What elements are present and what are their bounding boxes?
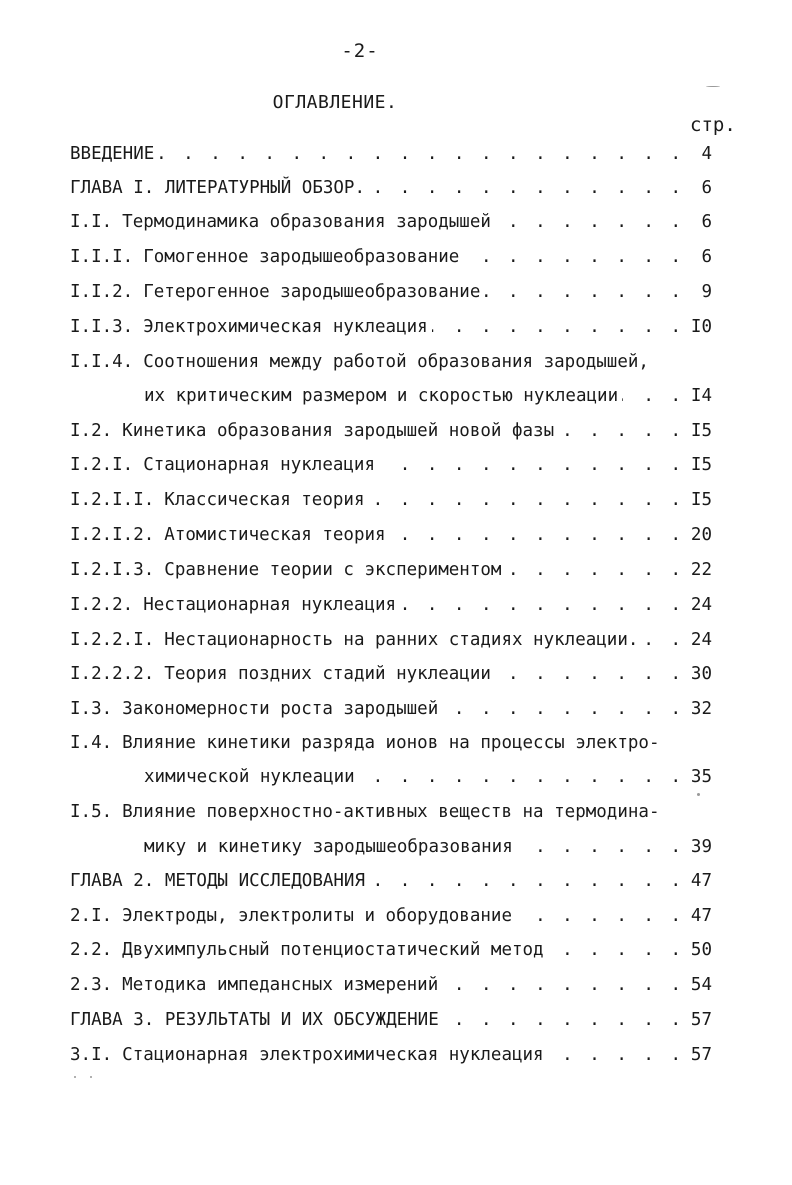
dot-leader (484, 282, 684, 302)
entry-title: Гетерогенное зародышеобразование (143, 282, 481, 302)
toc-entry (70, 975, 712, 1001)
entry-page: 24 (690, 630, 712, 650)
entry-page: I4 (690, 386, 712, 406)
toc-entry (70, 212, 712, 238)
entry-page: 6 (701, 247, 712, 267)
dot-leader (622, 386, 684, 406)
entry-number: I.I.2. (70, 282, 134, 302)
toc-entry (70, 144, 712, 170)
entry-page: 57 (690, 1045, 712, 1065)
dot-leader (390, 525, 684, 545)
entry-title: Электрохимическая нуклеация (143, 317, 428, 337)
toc-entry (70, 178, 712, 204)
entry-number: 2.3. (70, 975, 113, 995)
entry-title: Стационарная нуклеация (143, 455, 376, 475)
dot-leader (379, 455, 684, 475)
toc-entry-continuation (144, 386, 712, 412)
entry-page: 24 (690, 595, 712, 615)
scan-speck (706, 86, 720, 87)
entry-title: Соотношения между работой образования зародышей, (143, 352, 649, 372)
entry-title: Гомогенное зародышеобразование (143, 247, 460, 267)
dot-leader (558, 421, 684, 441)
entry-number: I.2.I.2. (70, 525, 155, 545)
dot-leader (516, 906, 684, 926)
entry-number: I.2.2.I. (70, 630, 155, 650)
dot-leader (443, 1010, 684, 1030)
toc-entry (70, 352, 712, 378)
page-title: ОГЛАВЛЕНИЕ. (272, 92, 398, 113)
toc-entry (70, 699, 712, 725)
entry-title: химической нуклеации (144, 767, 355, 787)
entry-title: Стационарная электрохимическая нуклеация (122, 1045, 544, 1065)
scan-speck (90, 1076, 92, 1078)
dot-leader (548, 1045, 684, 1065)
toc-entry-continuation (144, 837, 712, 863)
entry-title: Кинетика образования зародышей новой фазы (122, 421, 555, 441)
entry-number: I.2.2. (70, 595, 134, 615)
toc-entry (70, 421, 712, 447)
entry-page: 9 (701, 282, 712, 302)
entry-title: Нестационарность на ранних стадиях нуклеации. (164, 630, 639, 650)
entry-title: Электроды, электролиты и оборудование (122, 906, 512, 926)
entry-number: I.I.3. (70, 317, 134, 337)
entry-title: Влияние поверхностно-активных веществ на термодина- (122, 802, 660, 822)
entry-page: 57 (690, 1010, 712, 1030)
toc-entry (70, 490, 712, 516)
dot-leader (400, 595, 684, 615)
entry-title: Нестационарная нуклеация (143, 595, 397, 615)
dot-leader (432, 317, 684, 337)
toc-entry (70, 525, 712, 551)
entry-number: I.2.2.2. (70, 664, 155, 684)
entry-number: I.2.I.I. (70, 490, 155, 510)
entry-title: их критическим размером и скоростью нуклеации (144, 386, 619, 406)
entry-number: I.4. (70, 733, 113, 753)
entry-number: I.3. (70, 699, 113, 719)
entry-page: 47 (690, 906, 712, 926)
dot-leader (495, 212, 684, 232)
entry-page: 4 (701, 144, 712, 164)
toc-entry (70, 630, 712, 656)
entry-page: 20 (690, 525, 712, 545)
dot-leader (369, 178, 684, 198)
entry-title: Методика импедансных измерений (122, 975, 439, 995)
entry-title: Атомистическая теория (164, 525, 386, 545)
toc-entry (70, 455, 712, 481)
entry-title: Термодинамика образования зародышей (122, 212, 491, 232)
toc-entry (70, 802, 712, 828)
toc-entry (70, 595, 712, 621)
dot-leader (495, 664, 684, 684)
entry-page: 32 (690, 699, 712, 719)
entry-page: 6 (701, 212, 712, 232)
toc-entry (70, 906, 712, 932)
entry-title: мику и кинетику зародышеобразования (144, 837, 513, 857)
scan-speck (74, 1076, 76, 1078)
entry-page: I0 (690, 317, 712, 337)
entry-page: 35 (690, 767, 712, 787)
dot-leader (442, 975, 684, 995)
dot-leader (442, 699, 684, 719)
page-number: -2- (341, 40, 379, 62)
dot-leader (463, 247, 684, 267)
entry-page: 6 (701, 178, 712, 198)
toc-entry (70, 940, 712, 966)
entry-title: Влияние кинетики разряда ионов на процессы электро- (122, 733, 660, 753)
entry-number: I.I.4. (70, 352, 134, 372)
dot-leader (517, 837, 684, 857)
toc-entry (70, 282, 712, 308)
dot-leader (548, 940, 684, 960)
toc-entry-continuation (144, 767, 712, 793)
toc-entry (70, 733, 712, 759)
toc-entry (70, 871, 712, 897)
entry-title: Теория поздних стадий нуклеации (164, 664, 491, 684)
dot-leader (369, 871, 684, 891)
entry-title: ГЛАВА 2. МЕТОДЫ ИССЛЕДОВАНИЯ (70, 871, 366, 891)
dot-leader (158, 144, 684, 164)
entry-title: Классическая теория (164, 490, 365, 510)
entry-number: I.I. (70, 212, 113, 232)
dot-leader (642, 630, 684, 650)
toc-entry (70, 317, 712, 343)
entry-title: Двухимпульсный потенциостатический метод (122, 940, 544, 960)
entry-page: 30 (690, 664, 712, 684)
entry-number: I.2.I. (70, 455, 134, 475)
entry-number: I.2.I.3. (70, 560, 155, 580)
entry-page: 22 (690, 560, 712, 580)
entry-page: I5 (690, 421, 712, 441)
entry-page: 47 (690, 871, 712, 891)
dot-leader (368, 490, 684, 510)
entry-number: 2.2. (70, 940, 113, 960)
dot-leader (505, 560, 684, 580)
page-column-label: стр. (690, 114, 736, 136)
entry-page: I5 (690, 455, 712, 475)
entry-number: 3.I. (70, 1045, 113, 1065)
entry-number: I.2. (70, 421, 113, 441)
entry-title: ГЛАВА 3. РЕЗУЛЬТАТЫ И ИХ ОБСУЖДЕНИЕ (70, 1010, 439, 1030)
toc-entry (70, 1045, 712, 1071)
entry-page: 54 (690, 975, 712, 995)
entry-number: 2.I. (70, 906, 113, 926)
toc-entry (70, 1010, 712, 1036)
toc-entry (70, 560, 712, 586)
scan-speck (697, 793, 700, 796)
toc-entry (70, 247, 712, 273)
entry-title: Сравнение теории с экспериментом (164, 560, 502, 580)
entry-title: ВВЕДЕНИЕ (70, 144, 155, 164)
entry-title: ГЛАВА I. ЛИТЕРАТУРНЫЙ ОБЗОР. (70, 178, 366, 198)
dot-leader (359, 767, 684, 787)
entry-page: 39 (690, 837, 712, 857)
entry-title: Закономерности роста зародышей (122, 699, 439, 719)
entry-number: I.I.I. (70, 247, 134, 267)
entry-page: 50 (690, 940, 712, 960)
entry-page: I5 (690, 490, 712, 510)
toc-entry (70, 664, 712, 690)
entry-number: I.5. (70, 802, 113, 822)
